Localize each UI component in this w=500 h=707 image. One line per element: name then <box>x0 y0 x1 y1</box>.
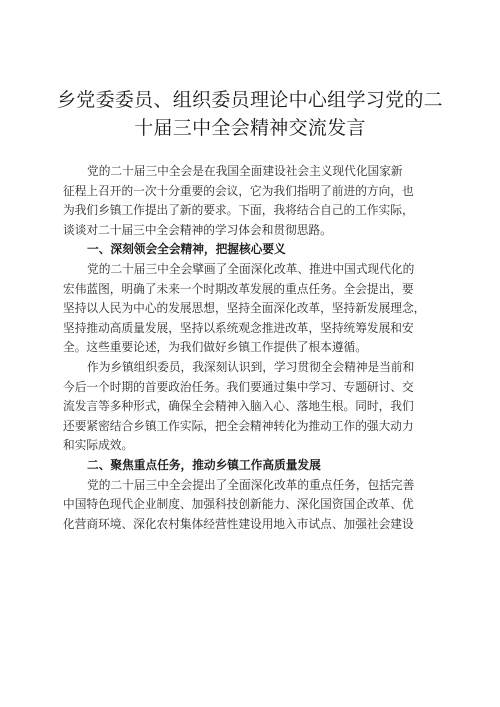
paragraph-line: 作为乡镇组织委员，我深刻认识到，学习贯彻全会精神是当前和 <box>87 359 415 374</box>
paragraph <box>63 358 453 456</box>
title-line: 乡党委委员、组织委员理论中心组学习党的二 <box>56 89 443 111</box>
paragraph-line: 宏伟蓝图，明确了未来一个时期改革发展的重点任务。全会提出，要 <box>63 281 414 296</box>
document-title <box>40 86 460 142</box>
paragraph-line: 还要紧密结合乡镇工作实际，把全会精神转化为推动工作的强大动力 <box>63 418 414 433</box>
paragraph-line: 坚持推动高质量发展，坚持以系统观念推进改革，坚持统筹发展和安 <box>63 320 414 335</box>
title-line: 十届三中全会精神交流发言 <box>134 117 366 139</box>
document-body <box>63 162 453 534</box>
paragraph <box>63 476 453 535</box>
section-heading <box>63 456 453 476</box>
paragraph-line: 流发言等多种形式，确保全会精神入脑入心、落地生根。同时，我们 <box>63 399 414 414</box>
heading-text: 二、聚焦重点任务，推动乡镇工作高质量发展 <box>87 457 321 472</box>
paragraph-line: 征程上召开的一次十分重要的会议，它为我们指明了前进的方向，也 <box>63 183 414 198</box>
paragraph-line: 全。这些重要论述，为我们做好乡镇工作提供了根本遵循。 <box>63 340 367 355</box>
paragraph-line: 今后一个时期的首要政治任务。我们要通过集中学习、专题研讨、交 <box>63 379 414 394</box>
paragraph-line: 化营商环境、深化农村集体经营性建设用地入市试点、加强社会建设 <box>63 516 414 531</box>
paragraph-line: 中国特色现代企业制度、加强科技创新能力、深化国资国企改革、优 <box>63 497 414 512</box>
paragraph-line: 为我们乡镇工作提出了新的要求。下面，我将结合自己的工作实际， <box>63 203 414 218</box>
paragraph <box>63 162 453 240</box>
paragraph-line: 党的二十届三中全会擘画了全面深化改革、推进中国式现代化的 <box>87 261 415 276</box>
paragraph-line: 党的二十届三中全会是在我国全面建设社会主义现代化国家新 <box>87 164 403 178</box>
heading-text: 一、深刻领会全会精神，把握核心要义 <box>87 242 286 257</box>
paragraph-line: 党的二十届三中全会提出了全面深化改革的重点任务，包括完善 <box>87 477 415 492</box>
paragraph <box>63 260 453 358</box>
section-heading <box>63 240 453 260</box>
paragraph-line: 和实际成效。 <box>63 438 134 453</box>
paragraph-line: 谈谈对二十届三中全会精神的学习体会和贯彻思路。 <box>63 222 332 237</box>
paragraph-line: 坚持以人民为中心的发展思想，坚持全面深化改革，坚持新发展理念， <box>63 301 426 316</box>
